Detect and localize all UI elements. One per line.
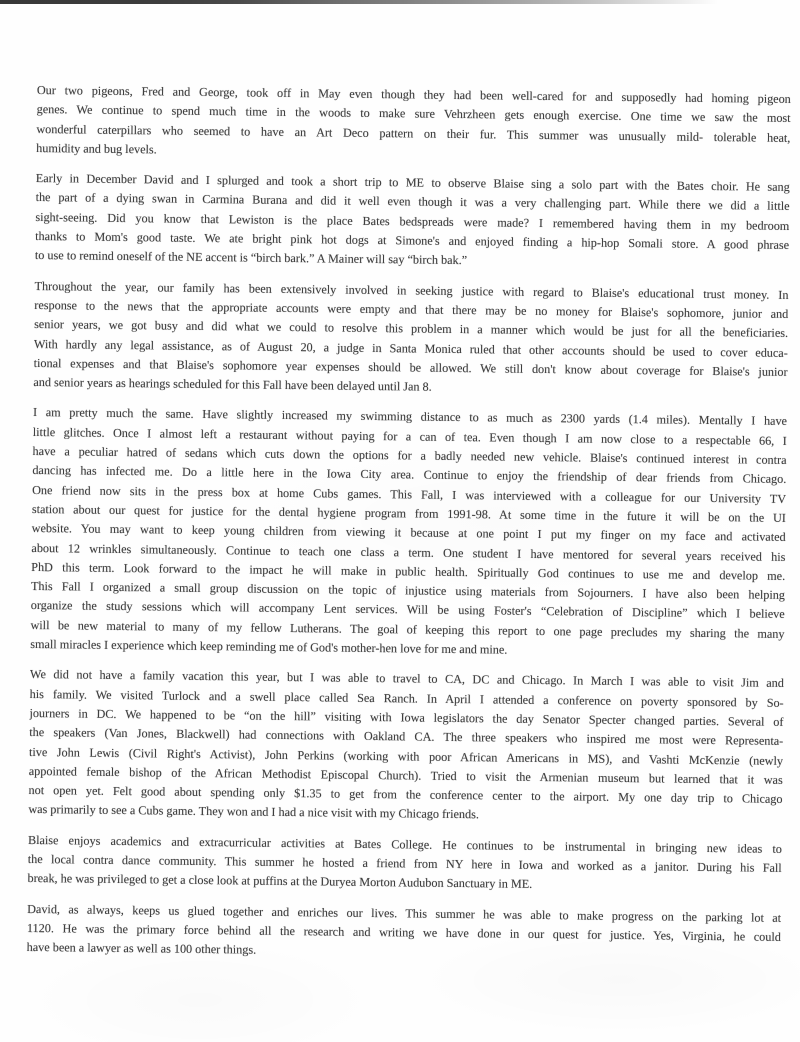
letter-text-line: dancing has infected me. Do a little here in the Iowa City area. Continue to enjoy the friendship of dear friends from Chicago. xyxy=(32,463,787,487)
letter-text-line: break, he was privileged to get a close look at puffins at the Duryea Morton Audubon Sanctuary in ME. xyxy=(27,871,533,892)
letter-text-line: the speakers (Van Jones, Blackwell) had connections with Oakland CA. The three speakers who inspired me most were Representa- xyxy=(29,725,784,749)
letter-text-line: response to the news that the appropriate accounts were empty and that there may be no money for Blaise's sophomore, junior and xyxy=(34,297,789,321)
letter-text-line: the local contra dance community. This summer he hosted a friend from NY here in Iowa and worked as a janitor. During his Fall xyxy=(27,851,782,875)
letter-text-line: wonderful caterpillars who seemed to have an Art Deco pattern on their fur. This summer was unusually mild- tolerable heat, xyxy=(36,121,791,145)
letter-text-line: thanks to Mom's good taste. We ate bright pink hot dogs at Simone's and enjoyed finding a hip-hop Somali store. A good phrase xyxy=(35,229,790,253)
letter-text-line: Blaise enjoys academics and extracurricular activities at Bates College. He continues to be instrumental in bringing new ideas to xyxy=(27,832,783,856)
letter-text-line: will be new material to many of my fellow Lutherans. The goal of keeping this report to one page precludes my sharing the many xyxy=(30,617,785,641)
letter-text-line: Our two pigeons, Fred and George, took off in May even though they had been well-cared for and supposedly had homing pigeon xyxy=(36,82,791,106)
paragraph xyxy=(27,900,782,967)
letter-text-line: organize the study sessions which will accompany Lent services. Will be using Foster's “Celebration of Discipline” which I believe xyxy=(30,598,785,622)
letter-text-line: Throughout the year, our family has been extensively involved in seeking justice with regard to Blaise's educational trust money. In xyxy=(34,278,789,302)
letter-text-line: have been a lawyer as well as 100 other things. xyxy=(26,940,257,957)
letter-text-line: With hardly any legal assistance, as of August 20, a judge in Santa Monica ruled that other accounts should be used to cover educa- xyxy=(33,336,788,360)
letter-text-line: tive John Lewis (Civil Right's Activist), John Perkins (working with poor African Americans in MS), and Vashti McKenzie (newly xyxy=(28,744,784,768)
letter-text-line: sight-seeing. Did you know that Lewiston is the place Bates bedspreads were made? I remembered having them in my bedroom xyxy=(35,209,790,233)
letter-text-line: and senior years as hearings scheduled for this Fall have been delayed until Jan 8. xyxy=(33,375,432,394)
letter-text-line: little glitches. Once I almost left a restaurant without paying for a can of tea. Even though I am now close to a respectable 66, I xyxy=(32,424,787,448)
paragraph xyxy=(36,81,791,167)
letter-text-line: to use to remind oneself of the NE accent is “birch bark.” A Mainer will say “birch bak.” xyxy=(34,248,468,268)
letter-text-line: David, as always, keeps us glued together and enriches our lives. This summer he was able to make progress on the parking lot at xyxy=(27,901,782,925)
letter-text-line: PhD this term. Look forward to the impact he will make in public health. Spiritually God continues to use me and develop me. xyxy=(31,559,786,583)
letter-text-line: I am pretty much the same. Have slightly increased my swimming distance to as much as 2300 yards (1.4 miles). Mentally I have xyxy=(32,405,788,429)
letter-text-line: was primarily to see a Cubs game. They won and I had a nice visit with my Chicago friends. xyxy=(28,802,480,822)
letter-text-line: his family. We visited Turlock and a swell place called Sea Ranch. In April I attended a conference on poverty sponsored by So- xyxy=(29,686,784,710)
letter-text-line: the part of a dying swan in Carmina Burana and did it well even though it was a very challenging part. While there we did a little xyxy=(35,190,790,214)
letter-text-line: One friend now sits in the press box at home Cubs games. This Fall, I was interviewed with a colleague for our University TV xyxy=(32,482,787,506)
letter-text-line: 1120. He was the primary force behind all the research and writing we have done in our quest for justice. Yes, Virginia, he could xyxy=(26,920,781,944)
letter-text-line: genes. We continue to spend much time in the woods to make sure Vehrzheen gets enough exercise. One time we saw the most xyxy=(36,102,791,126)
paragraph xyxy=(30,403,787,663)
letter-text-line: have a peculiar hatred of sedans which cuts down the options for a badly needed new vehicle. Blaise's continued interest in contra xyxy=(32,444,787,467)
scan-edge-artifact xyxy=(0,0,718,4)
letter-text-line: humidity and bug levels. xyxy=(36,140,157,157)
letter-text-line: website. You may want to keep young children from viewing it because at one point I put my finger on my face and activated xyxy=(31,521,786,545)
paragraph xyxy=(27,831,782,898)
letter-text-line: tional expenses and that Blaise's sophomore year expenses should be allowed. We still don't know about coverage for Blaise's junior xyxy=(33,355,788,379)
letter-text-line: This Fall I organized a small group discussion on the topic of injustice using materials from Sojourners. I have also been helping xyxy=(30,579,786,603)
paragraph xyxy=(28,665,784,828)
paragraph xyxy=(33,277,788,402)
letter-text-line: appointed female bishop of the African Methodist Episcopal Church). Tried to visit the Armenian museum but learned that it was xyxy=(28,763,783,787)
letter-text-line: small miracles I experience which keep reminding me of God's mother-hen love for me and mine. xyxy=(30,636,508,657)
letter-text-line: senior years, we got busy and did what we could to resolve this problem in a manner which would be just for all the beneficiaries. xyxy=(34,317,789,341)
letter-text-line: Early in December David and I splurged and took a short trip to ME to observe Blaise sing a solo part with the Bates choir. He sang xyxy=(35,171,790,195)
letter-body xyxy=(26,81,790,977)
letter-text-line: about 12 wrinkles simultaneously. Continue to teach one class a term. One student I have mentored for several years received his xyxy=(31,540,786,564)
letter-text-line: not open yet. Felt good about spending only $1.35 to get from the conference center to the airport. My one day trip to Chicago xyxy=(28,783,783,806)
paragraph xyxy=(35,169,790,274)
letter-text-line: station about our quest for justice for the dental hygiene program from 1991-98. At some time in the future it will be on the UI xyxy=(31,501,786,525)
letter-text-line: journers in DC. We happened to be “on the hill” visiting with Iowa legislators the day Senator Specter changed parties. Several of xyxy=(29,705,784,729)
letter-text-line: We did not have a family vacation this year, but I was able to travel to CA, DC and Chicago. In March I was able to visit Jim and xyxy=(29,667,784,691)
